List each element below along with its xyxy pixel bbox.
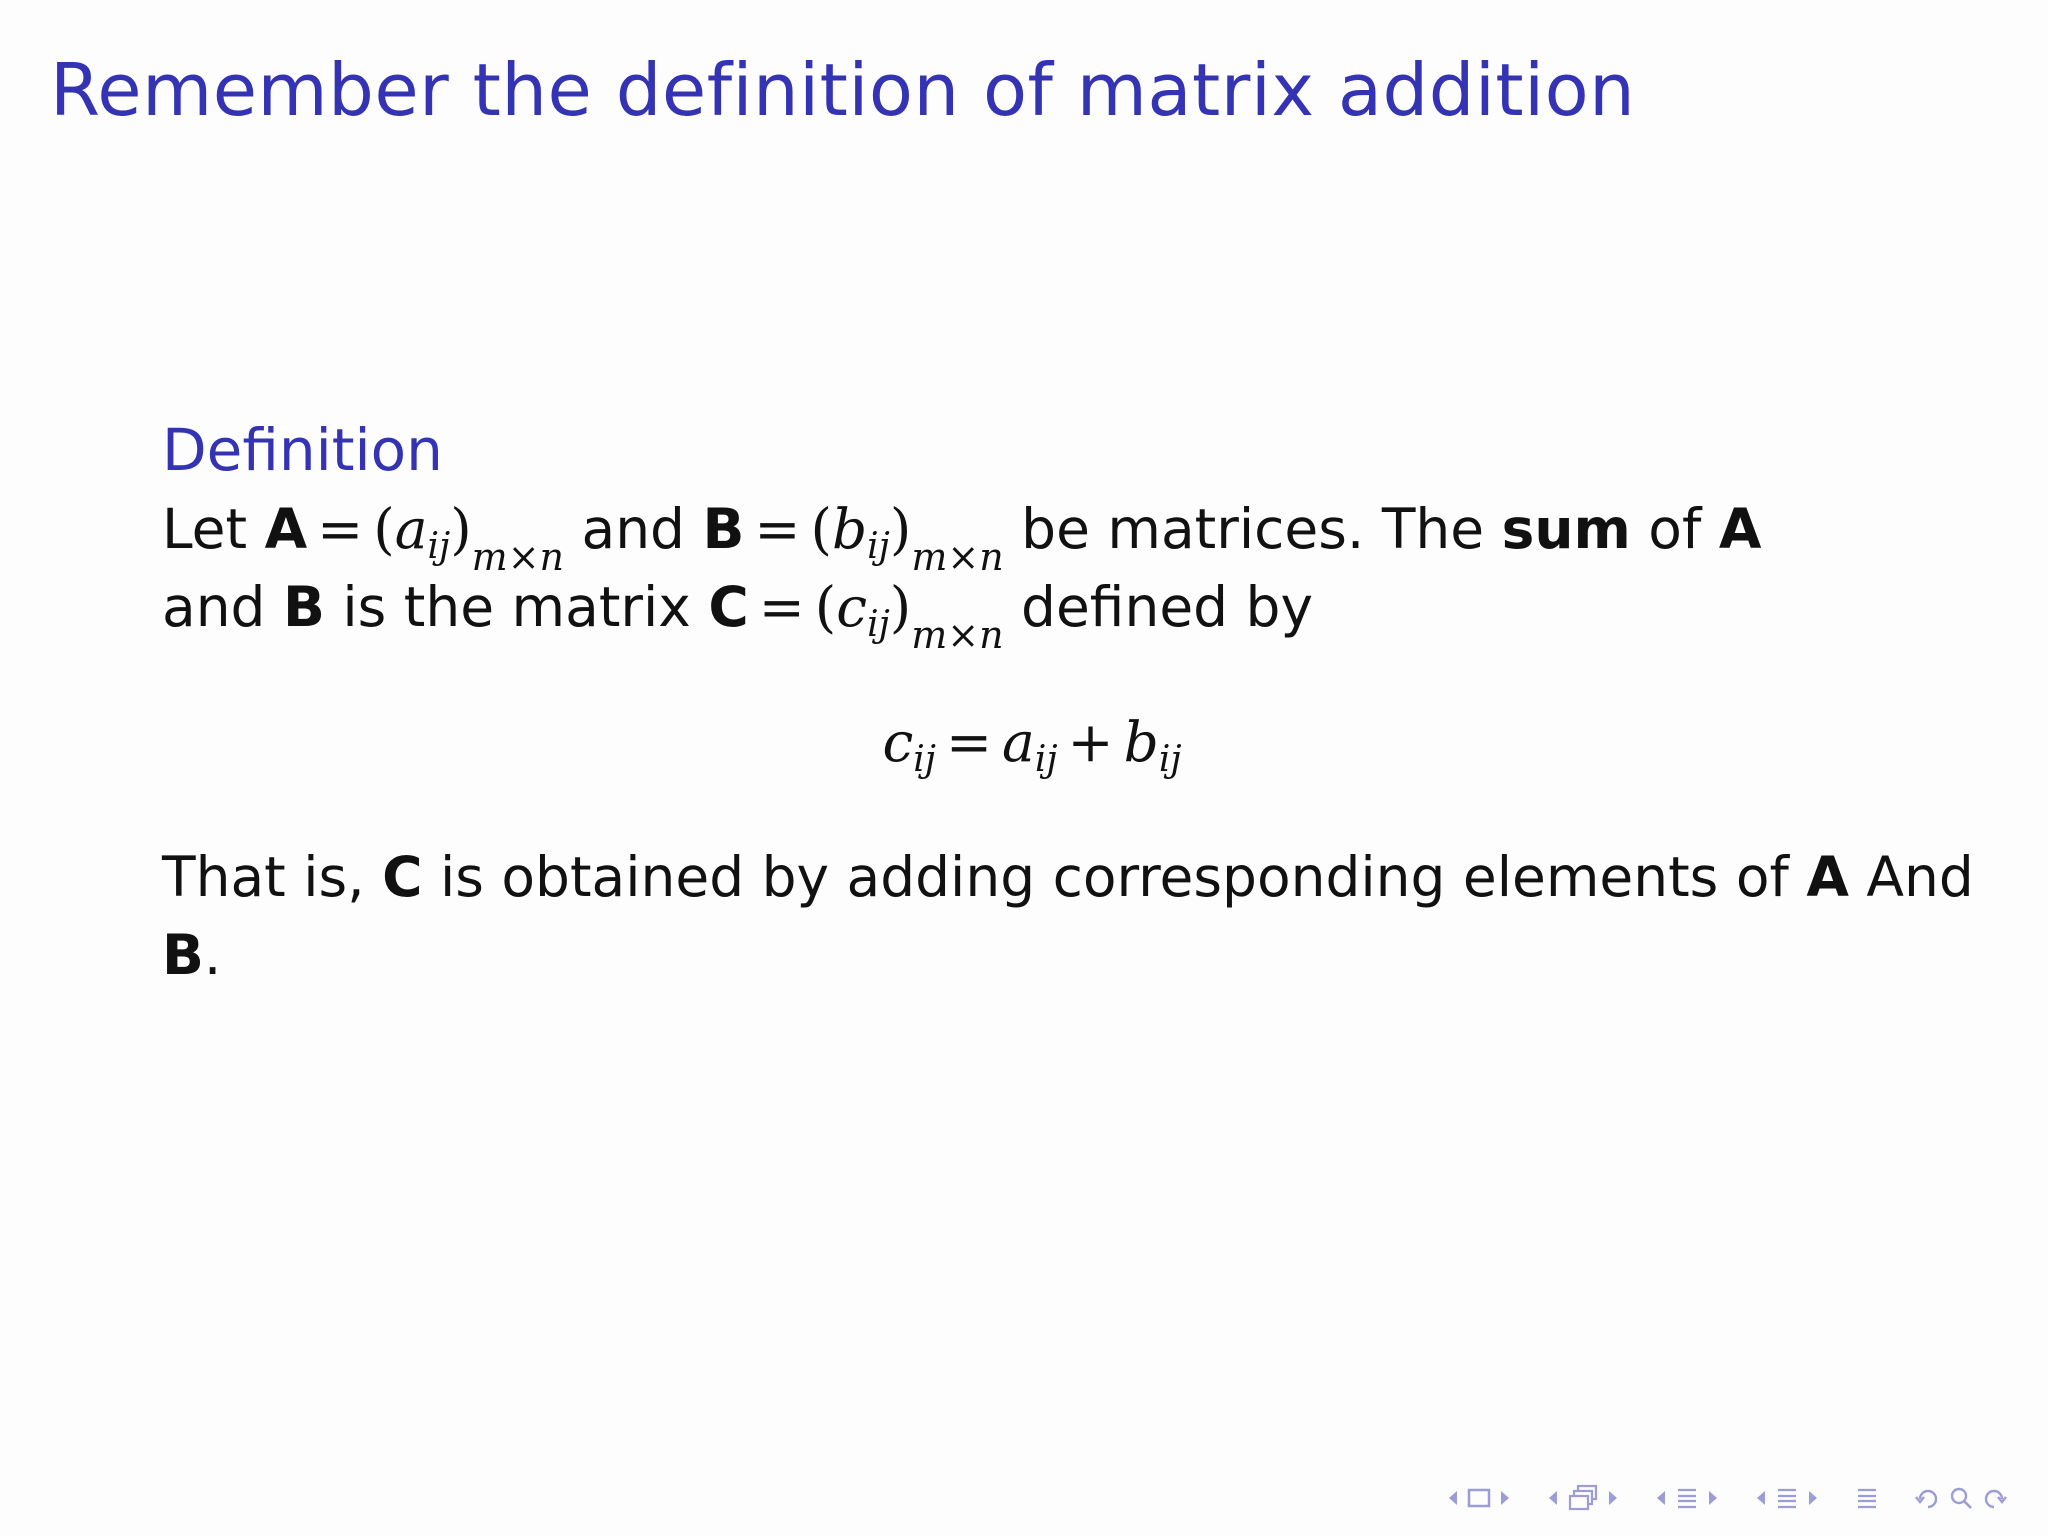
text-period: . [203, 923, 222, 987]
beamer-navigation-bar [1446, 1478, 2008, 1518]
term-sum: sum [1501, 497, 1631, 561]
text-and: and [162, 575, 283, 639]
element-b: b [831, 497, 868, 561]
matrix-A: A [1806, 845, 1849, 909]
subsection-icon[interactable] [1566, 1483, 1600, 1513]
matrix-C: C [708, 575, 749, 639]
element-a: a [1002, 710, 1035, 774]
text-and: And [1848, 845, 1974, 909]
arrow-right-icon[interactable] [1806, 1483, 1820, 1513]
matrix-A: A [264, 497, 308, 561]
definition-line-1 [162, 490, 1902, 579]
close-paren: ) [889, 497, 912, 561]
equals-sign: = [754, 497, 801, 561]
undo-icon[interactable] [1914, 1483, 1942, 1513]
definition-block [162, 410, 1974, 994]
arrow-right-icon[interactable] [1706, 1483, 1720, 1513]
equals-sign: = [758, 575, 805, 639]
open-paren: ( [814, 575, 837, 639]
matrix-C: C [382, 845, 423, 909]
subscript-ij: ij [867, 604, 890, 645]
explanation-line-1 [162, 838, 1974, 916]
subscript-ij: ij [1034, 739, 1058, 780]
element-c: c [882, 710, 914, 774]
display-equation [162, 702, 1902, 782]
text-of: of [1630, 497, 1719, 561]
element-b: b [1123, 710, 1159, 774]
frame-icon[interactable] [1466, 1483, 1492, 1513]
subscript-ij: ij [1158, 739, 1182, 780]
dimension-mxn: m×n [911, 613, 1004, 657]
equals-sign: = [945, 710, 993, 774]
document-icon[interactable] [1854, 1483, 1880, 1513]
matrix-B: B [282, 575, 325, 639]
text-that-is: That is, [162, 845, 383, 909]
arrow-right-icon[interactable] [1498, 1483, 1512, 1513]
text-be-matrices: be matrices. The [1003, 497, 1502, 561]
arrow-left-icon[interactable] [1754, 1483, 1768, 1513]
subscript-ij: ij [867, 526, 890, 567]
arrow-left-icon[interactable] [1654, 1483, 1668, 1513]
redo-icon[interactable] [1980, 1483, 2008, 1513]
text-let: Let [162, 497, 265, 561]
section-icon[interactable] [1774, 1483, 1800, 1513]
definition-body [162, 490, 1902, 657]
explanation-line-2 [162, 916, 1902, 994]
equals-sign: = [317, 497, 364, 561]
element-c: c [836, 575, 868, 639]
subscript-ij: ij [427, 526, 451, 567]
text-obtained: is obtained by adding corresponding elements of [422, 845, 1807, 909]
close-paren: ) [450, 497, 472, 561]
open-paren: ( [810, 497, 832, 561]
arrow-right-icon[interactable] [1606, 1483, 1620, 1513]
definition-line-2 [162, 568, 1902, 657]
open-paren: ( [373, 497, 395, 561]
search-icon[interactable] [1948, 1483, 1974, 1513]
explanation-paragraph [162, 838, 1974, 994]
dimension-mxn: m×n [471, 535, 565, 579]
text-defined-by: defined by [1003, 575, 1314, 639]
arrow-left-icon[interactable] [1546, 1483, 1560, 1513]
frame-title: Remember the definition of matrix addition [50, 48, 1636, 132]
dimension-mxn: m×n [911, 535, 1004, 579]
subscript-ij: ij [913, 739, 936, 780]
section-icon[interactable] [1674, 1483, 1700, 1513]
element-a: a [394, 497, 428, 561]
text-is-the-matrix: is the matrix [324, 575, 709, 639]
definition-block-title: Definition [162, 416, 443, 484]
matrix-B: B [162, 923, 204, 987]
matrix-B: B [702, 497, 745, 561]
matrix-A: A [1718, 497, 1762, 561]
close-paren: ) [889, 575, 912, 639]
plus-sign: + [1067, 710, 1114, 774]
text-and: and [564, 497, 703, 561]
arrow-left-icon[interactable] [1446, 1483, 1460, 1513]
